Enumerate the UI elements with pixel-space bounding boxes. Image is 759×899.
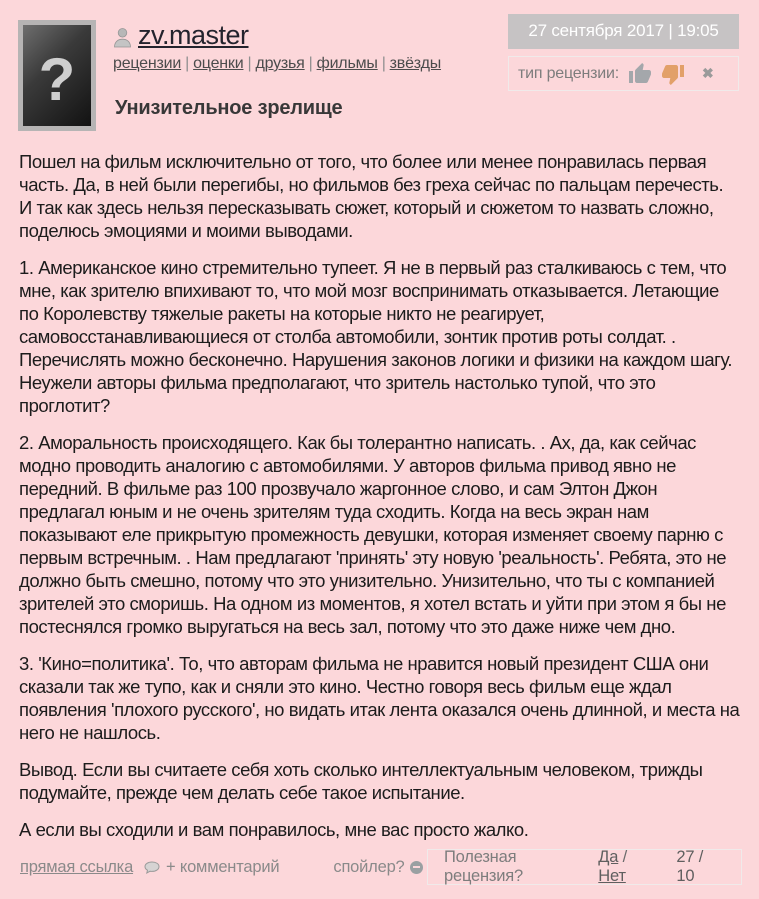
review-paragraph: Вывод. Если вы считаете себя хоть сколько интеллектуальным человеком, трижды подумайте, прежде чем делать себе такое испытание. [19,759,703,803]
vote-no-link[interactable]: Нет [598,867,626,885]
thumbs-up-icon[interactable] [628,62,652,86]
user-avatar[interactable] [18,20,96,131]
username-link[interactable]: zv.master [138,20,249,50]
spoiler-label: спойлер? [333,857,405,876]
review-header [0,0,759,140]
useful-review-box [427,849,742,885]
nav-separator: | [381,55,386,72]
review-title: Унизительное зрелище [115,97,343,119]
review-paragraph: Пошел на фильм исключительно от того, что более или менее понравилась первая часть. Да, в ней были перегибы, но фильмов без греха сейчас по пальцам перечесть. И так как здесь нельзя пересказывать сюжет, который и сюжетом то назвать сложно, поделюсь эмоциями и моими выводами. [19,151,724,241]
nav-separator: | [185,55,190,72]
vote-counts: 27 / 10 [676,848,704,885]
nav-link-reviews[interactable]: рецензии [113,55,182,72]
nav-link-friends[interactable]: друзья [255,55,305,72]
avatar-placeholder-glyph: ? [38,45,76,113]
vote-yes-link[interactable]: Да [598,848,619,866]
close-icon[interactable]: ✖ [701,65,714,81]
review-footer [0,849,759,885]
minus-circle-icon[interactable] [410,861,423,874]
review-type-label: тип рецензии: [518,64,619,82]
user-nav [113,55,441,73]
header-right-column [508,14,739,91]
nav-separator: | [308,55,313,72]
add-comment-label: + комментарий [166,857,280,876]
permalink-link[interactable]: прямая ссылка [20,857,134,876]
useful-review-question: Полезная рецензия? [444,848,524,885]
nav-link-ratings[interactable]: оценки [193,55,244,72]
vote-separator: / [622,848,628,866]
thumbs-down-icon[interactable] [661,62,685,86]
person-icon [113,27,132,48]
speech-bubble-icon [144,861,160,875]
nav-link-stars[interactable]: звёзды [389,55,442,72]
spoiler-group [333,858,422,877]
review-datetime: 27 сентября 2017 | 19:05 [508,14,739,49]
review-paragraph: А если вы сходили и вам понравилось, мне вас просто жалко. [19,819,529,840]
add-comment-button[interactable] [144,858,279,877]
review-type-box [508,56,739,91]
user-block [113,20,441,73]
vote-links [598,848,658,886]
nav-separator: | [247,55,252,72]
review-paragraph: 3. 'Кино=политика'. То, что авторам фильма не нравится новый президент США они сказали так же тупо, как и сняли это кино. Честно говоря весь фильм еще ждал появления 'плохого русского', но видать итак лента оказался очень длинной, и места на него не нашлось. [19,653,740,743]
review-text [0,140,759,841]
review-paragraph: 1. Американское кино стремительно тупеет. Я не в первый раз сталкиваюсь с тем, что мне, как зрителю впихивают то, что мой мозг воспринимать отказывается. Летающие по Королевству тяжелые ракеты на которые никто не реагирует, самовосстанавливающиеся от столба автомобили, зонтик против роты солдат. . Перечислять можно бесконечно. Нарушения законов логики и физики на каждом шагу. Неужели авторы фильма предполагают, что зритель настолько тупой, что это проглотит? [19,257,733,416]
review-paragraph: 2. Аморальность происходящего. Как бы толерантно написать. . Ах, да, как сейчас модно проводить аналогию с автомобилями. У авторов фильма привод явно не передний. В фильме раз 100 прозвучало жаргонное слово, и сам Элтон Джон предлагал юным и не очень зрителям туда сходить. Когда на весь экран нам показывают еле прикрытую промежность девушки, которая изменяет своему парню с первым встречным. . Нам предлагают 'принять' эту новую 'реальность'. Ребята, это не должно быть смешно, потому что это унизительно. Унизительно, что ты с компанией зрителей это сморишь. На одном из моментов, я хотел встать и уйти при этом я бы не постеснялся громко выругаться на весь зал, потому что это даже ниже чем дно. [19,432,727,637]
nav-link-films[interactable]: фильмы [316,55,378,72]
